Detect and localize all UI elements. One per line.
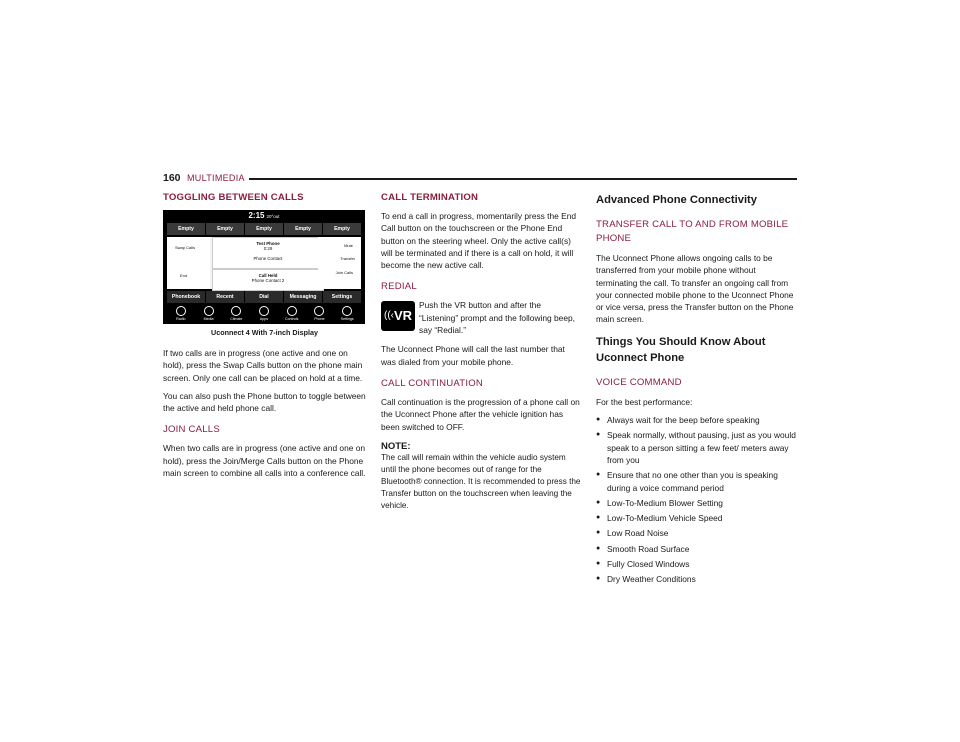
controls-icon — [287, 306, 297, 316]
paragraph: When two calls are in progress (one active and one on hold), press the Join/Merge Calls button on the Phone main screen to combine all calls into a conference call. — [163, 443, 366, 479]
nav-messaging: Messaging — [284, 291, 322, 303]
list-item: ● Low-To-Medium Vehicle Speed — [596, 512, 798, 524]
app-settings: Settings — [333, 305, 361, 323]
held-call-card — [212, 269, 324, 291]
call1-time: 0:29 — [263, 246, 273, 251]
note-label: NOTE: — [381, 440, 411, 452]
list-item: ● Ensure that no one other than you is speaking during a voice command period — [596, 469, 798, 494]
favorite-slot: Empty — [245, 223, 283, 235]
transfer-label: Transfer — [340, 256, 355, 261]
favorite-slot: Empty — [206, 223, 244, 235]
call2-title: Call Held — [258, 273, 278, 278]
uconnect-screenshot — [163, 210, 365, 324]
swap-calls-label: Swap Calls — [175, 245, 196, 250]
left-controls — [167, 237, 210, 289]
heading-transfer-call: TRANSFER CALL TO AND FROM MOBILE PHONE — [596, 219, 789, 244]
vr-button-icon: ((‹ VR — [381, 301, 415, 331]
nav-settings: Settings — [323, 291, 361, 303]
media-icon — [204, 306, 214, 316]
paragraph: The Uconnect Phone will call the last number that was dialed from your mobile phone. — [381, 344, 565, 367]
heading-advanced-connectivity: Advanced Phone Connectivity — [596, 194, 758, 206]
heading-things-to-know: Things You Should Know About Uconnect Phone — [596, 335, 766, 364]
right-controls — [318, 237, 361, 289]
app-phone: Phone — [306, 305, 334, 323]
paragraph: If two calls are in progress (one active and one on hold), press the Swap Calls button on the phone main screen. Only one call can be placed on hold at a time. — [163, 348, 363, 383]
screen-temp: 20°out — [266, 214, 280, 219]
page-number: 160 — [163, 172, 181, 184]
heading-call-continuation: CALL CONTINUATION — [381, 378, 484, 390]
phone-nav-row — [167, 291, 361, 303]
nav-dial: Dial — [245, 291, 283, 303]
list-item: ● Smooth Road Surface — [596, 543, 798, 555]
section-title: MULTIMEDIA — [187, 173, 245, 183]
figure-caption: Uconnect 4 With 7-inch Display — [211, 328, 318, 337]
settings-icon — [342, 306, 352, 316]
list-item: ● Dry Weather Conditions — [596, 573, 798, 585]
app-media: Media — [195, 305, 223, 323]
call1-contact: Phone Contact — [253, 256, 283, 261]
list-item: ● Low-To-Medium Blower Setting — [596, 497, 798, 509]
active-call-card — [212, 237, 324, 269]
heading-call-termination: CALL TERMINATION — [381, 192, 479, 203]
header-rule — [249, 178, 797, 180]
list-item: ● Always wait for the beep before speaking — [596, 414, 798, 426]
end-label: End — [180, 273, 188, 278]
nav-recent: Recent — [206, 291, 244, 303]
heading-redial: REDIAL — [381, 281, 417, 293]
radio-icon — [176, 306, 186, 316]
app-bar — [167, 305, 361, 323]
paragraph: For the best performance: — [596, 396, 693, 407]
climate-icon — [231, 306, 241, 316]
redial-instructions: Push the VR button and after the “Listening” prompt and the following beep, say “Redial.” — [419, 300, 575, 336]
app-controls: Controls — [278, 305, 306, 323]
list-item: ● Low Road Noise — [596, 527, 798, 539]
app-apps: Apps — [250, 305, 278, 323]
favorites-row — [167, 223, 361, 235]
paragraph: To end a call in progress, momentarily press the End Call button on the touchscreen or the Phone End button on the steering wheel. Only the active call(s) will be terminated and if there is a call on hold, it will become the new active call. — [381, 211, 577, 271]
call-area — [167, 237, 361, 289]
nav-phonebook: Phonebook — [167, 291, 205, 303]
heading-toggling: TOGGLING BETWEEN CALLS — [163, 192, 304, 203]
join-calls-label: Join Calls — [335, 270, 353, 275]
performance-list — [596, 414, 798, 586]
apps-icon — [259, 306, 269, 316]
favorite-slot: Empty — [167, 223, 205, 235]
list-item: ● Speak normally, without pausing, just as you would speak to a person sitting a few feet/ meters away from you — [596, 429, 798, 466]
list-item: ● Fully Closed Windows — [596, 558, 798, 570]
paragraph: You can also push the Phone button to toggle between the active and held phone call. — [163, 390, 366, 414]
call2-contact: Phone Contact 2 — [251, 278, 285, 283]
paragraph: Call continuation is the progression of a phone call on the Uconnect Phone after the vehicle ignition has been switched to OFF. — [381, 397, 580, 432]
mute-label: Mute — [344, 243, 353, 248]
page-header — [163, 172, 797, 186]
favorite-slot: Empty — [284, 223, 322, 235]
app-radio: Radio — [167, 305, 195, 323]
app-climate: Climate — [222, 305, 250, 323]
note-text: The call will remain within the vehicle audio system until the phone becomes out of range for the Bluetooth® connection. It is recommended to press the Transfer button on the touchscreen when leaving the vehicle. — [381, 452, 581, 510]
screen-time: 2:15 — [248, 211, 265, 220]
screen-status — [163, 210, 365, 222]
column-1 — [163, 192, 366, 485]
paragraph: The Uconnect Phone allows ongoing calls to be transferred from your mobile phone without terminating the call. To transfer an ongoing call from your connected mobile phone to the Uconnect Phone or vice versa, press the Transfer button on the Phone main screen. — [596, 253, 794, 325]
favorite-slot: Empty — [323, 223, 361, 235]
phone-icon — [314, 306, 324, 316]
redial-block — [381, 299, 581, 339]
call1-title: Test Phone — [256, 241, 280, 246]
column-2 — [381, 192, 581, 512]
heading-voice-command: VOICE COMMAND — [596, 376, 682, 388]
column-3 — [596, 192, 798, 589]
heading-join-calls: JOIN CALLS — [163, 424, 220, 436]
